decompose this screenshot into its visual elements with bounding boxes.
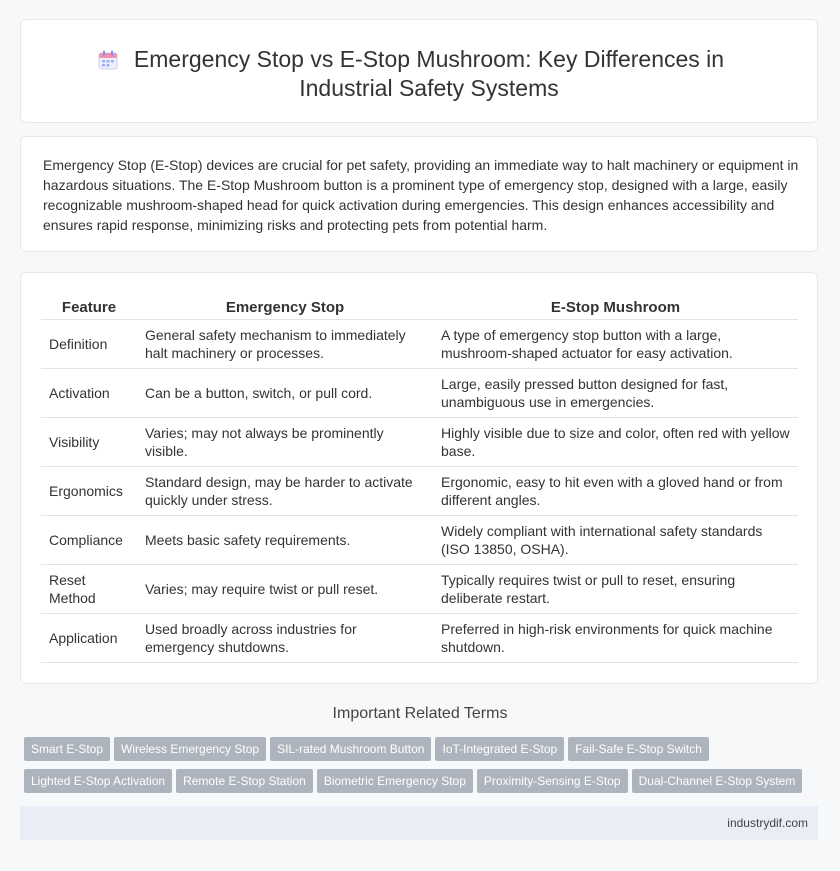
related-term-tag[interactable]: Wireless Emergency Stop <box>114 737 266 761</box>
feature-cell: Visibility <box>41 418 137 467</box>
intro-paragraph: Emergency Stop (E-Stop) devices are crucial for pet safety, providing an immediate way to halt machinery or equipment in hazardous situations. The E-Stop Mushroom button is a prominent type of emergency stop, designed with a large, easily recognizable mushroom-shaped head for quick activation during emergencies. This design enhances accessibility and ensures rapid response, minimizing risks and protecting pets from potential harm. <box>43 157 799 233</box>
table-row <box>41 565 798 614</box>
header-emergency-stop: Emergency Stop <box>137 295 433 320</box>
comparison-card <box>20 272 818 684</box>
related-terms-heading: Important Related Terms <box>332 705 508 722</box>
emergency-stop-cell: Used broadly across industries for emergency shutdowns. <box>137 614 433 663</box>
feature-cell: Ergonomics <box>41 467 137 516</box>
title-wrap <box>21 45 817 103</box>
emergency-stop-cell: General safety mechanism to immediately halt machinery or processes. <box>137 320 433 369</box>
feature-cell: Reset Method <box>41 565 137 614</box>
page-title: Emergency Stop vs E-Stop Mushroom: Key Differences in Industrial Safety Systems <box>133 46 725 101</box>
related-term-tag[interactable]: IoT-Integrated E-Stop <box>435 737 564 761</box>
related-term-tag[interactable]: SIL-rated Mushroom Button <box>270 737 431 761</box>
table-row <box>41 516 798 565</box>
related-term-tag[interactable]: Remote E-Stop Station <box>176 769 313 793</box>
table-row <box>41 320 798 369</box>
intro-card <box>20 136 818 252</box>
title-card <box>20 19 818 123</box>
emergency-stop-cell: Meets basic safety requirements. <box>137 516 433 565</box>
footer-site-link[interactable]: industrydif.com <box>727 816 808 830</box>
related-term-tag[interactable]: Smart E-Stop <box>24 737 110 761</box>
e-stop-mushroom-cell: Highly visible due to size and color, often red with yellow base. <box>433 418 798 467</box>
table-row <box>41 418 798 467</box>
related-term-tag[interactable]: Biometric Emergency Stop <box>317 769 473 793</box>
e-stop-mushroom-cell: A type of emergency stop button with a large, mushroom-shaped actuator for easy activation. <box>433 320 798 369</box>
emergency-stop-cell: Varies; may not always be prominently visible. <box>137 418 433 467</box>
feature-cell: Definition <box>41 320 137 369</box>
table-header-row <box>41 295 798 320</box>
calendar-icon <box>97 49 119 71</box>
feature-cell: Application <box>41 614 137 663</box>
emergency-stop-cell: Standard design, may be harder to activate quickly under stress. <box>137 467 433 516</box>
e-stop-mushroom-cell: Large, easily pressed button designed for fast, unambiguous use in emergencies. <box>433 369 798 418</box>
related-term-tag[interactable]: Proximity-Sensing E-Stop <box>477 769 628 793</box>
e-stop-mushroom-cell: Widely compliant with international safety standards (ISO 13850, OSHA). <box>433 516 798 565</box>
e-stop-mushroom-cell: Preferred in high-risk environments for quick machine shutdown. <box>433 614 798 663</box>
e-stop-mushroom-cell: Typically requires twist or pull to reset, ensuring deliberate restart. <box>433 565 798 614</box>
table-row <box>41 467 798 516</box>
related-terms-list <box>24 737 824 801</box>
footer <box>20 806 818 840</box>
related-term-tag[interactable]: Dual-Channel E-Stop System <box>632 769 803 793</box>
table-row <box>41 614 798 663</box>
related-term-tag[interactable]: Lighted E-Stop Activation <box>24 769 172 793</box>
feature-cell: Compliance <box>41 516 137 565</box>
header-e-stop-mushroom: E-Stop Mushroom <box>433 295 798 320</box>
emergency-stop-cell: Can be a button, switch, or pull cord. <box>137 369 433 418</box>
feature-cell: Activation <box>41 369 137 418</box>
related-term-tag[interactable]: Fail-Safe E-Stop Switch <box>568 737 709 761</box>
table-row <box>41 369 798 418</box>
e-stop-mushroom-cell: Ergonomic, easy to hit even with a gloved hand or from different angles. <box>433 467 798 516</box>
comparison-table <box>41 295 798 663</box>
header-feature: Feature <box>41 295 137 320</box>
emergency-stop-cell: Varies; may require twist or pull reset. <box>137 565 433 614</box>
